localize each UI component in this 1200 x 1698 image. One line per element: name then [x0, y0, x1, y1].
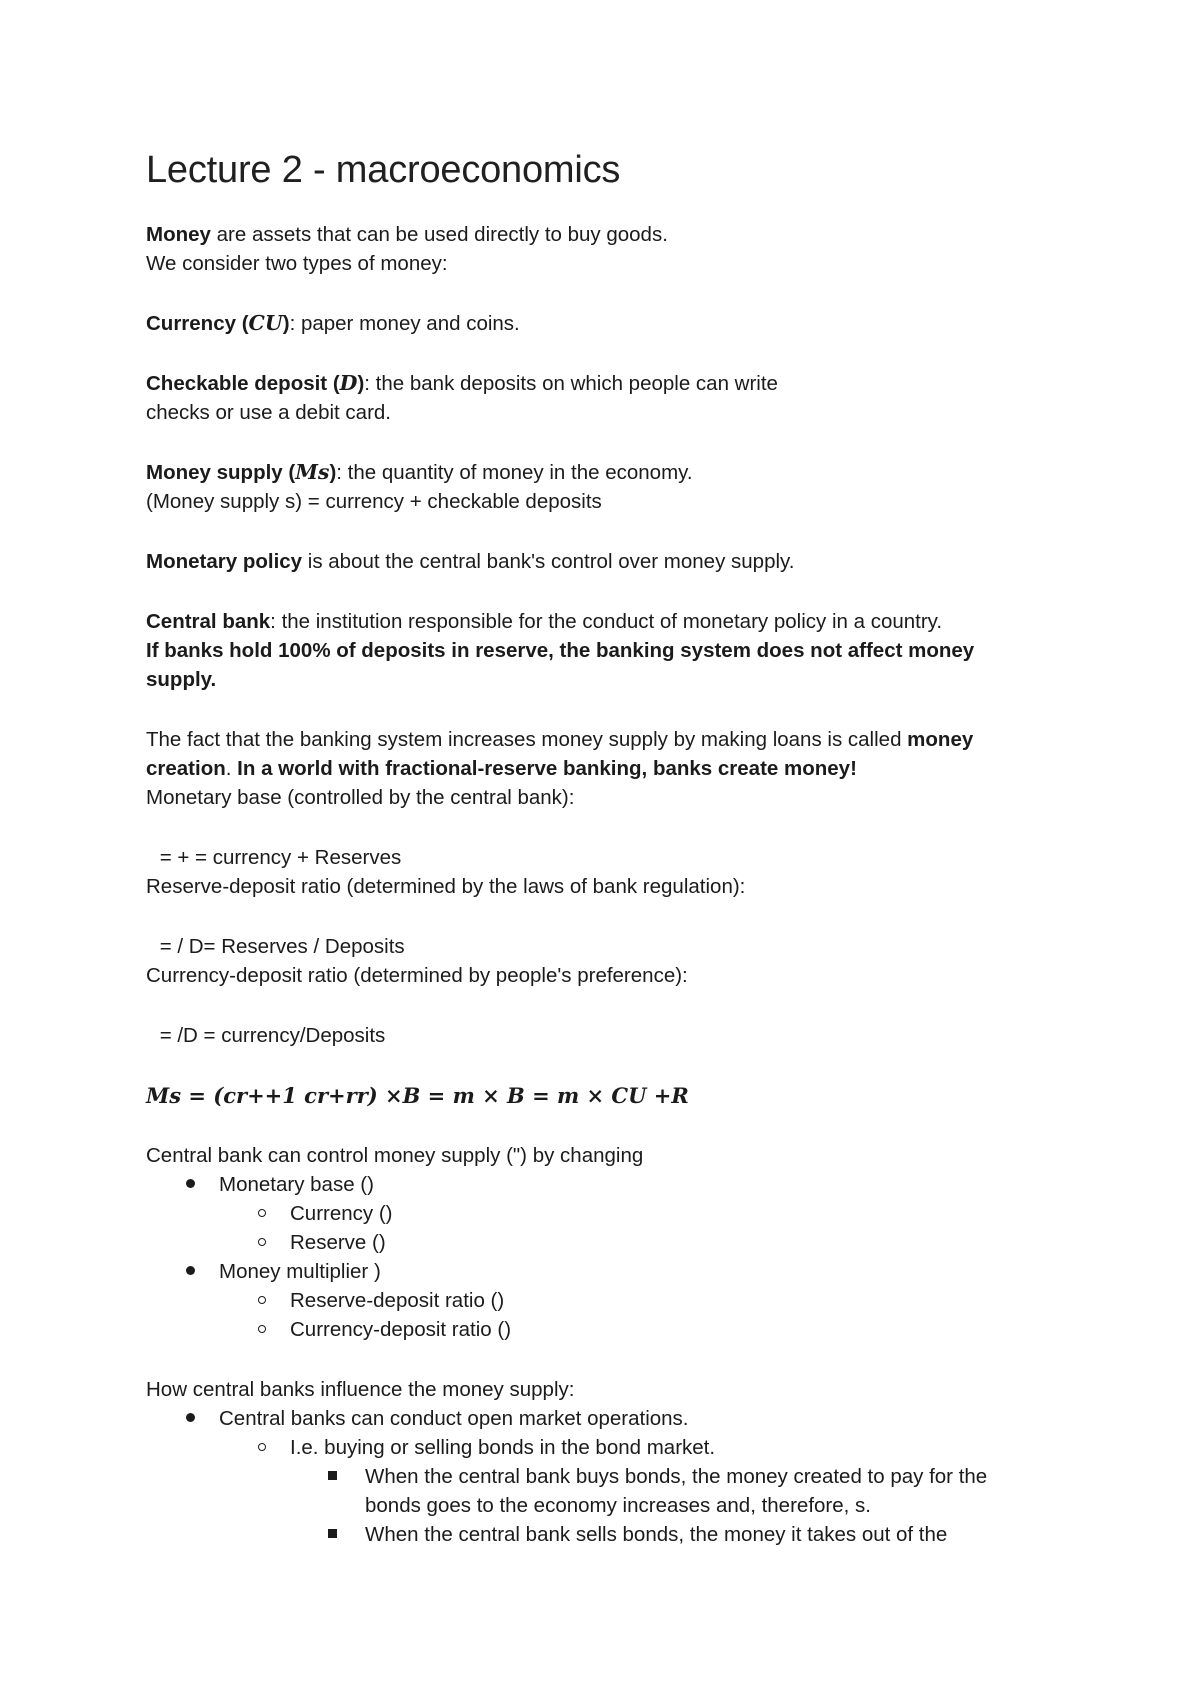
reserve-ratio-equation-text: = / D= Reserves / Deposits: [154, 935, 405, 958]
circle-bullet-icon: [258, 1209, 266, 1217]
influence-subitem-ie-label: I.e. buying or selling bonds in the bond market.: [290, 1436, 716, 1459]
checkable-definition-cont: checks or use a debit card.: [146, 401, 391, 424]
influence-item-omo: [186, 1404, 689, 1433]
reserve-ratio-label: Reserve-deposit ratio (determined by the laws of bank regulation):: [146, 875, 746, 898]
square-bullet-icon: [328, 1471, 337, 1480]
control-item-multiplier-label: Money multiplier ): [219, 1260, 381, 1283]
currency-ratio-equation-text: = /D = currency/Deposits: [154, 1024, 386, 1047]
term-money: Money: [146, 223, 211, 246]
bullet-icon: [186, 1266, 195, 1275]
term-money-creation-b: creation: [146, 757, 226, 780]
control-subitem-cr-label: Currency-deposit ratio (): [290, 1318, 512, 1341]
money-creation-line2: [146, 754, 857, 783]
control-subitem-currency: [258, 1199, 393, 1228]
control-item-multiplier: [186, 1257, 381, 1286]
control-item-base: [186, 1170, 374, 1199]
bullet-icon: [186, 1413, 195, 1422]
monetary-base-label: Monetary base (controlled by the central bank):: [146, 786, 575, 809]
term-currency: Currency (: [146, 312, 249, 335]
money-creation-text: The fact that the banking system increases money supply by making loans is called: [146, 728, 908, 751]
money-supply-close: ): [329, 461, 337, 484]
money-supply-definition: [146, 458, 693, 487]
circle-bullet-icon: [258, 1238, 266, 1246]
circle-bullet-icon: [258, 1296, 266, 1304]
term-monetary-policy: Monetary policy: [146, 550, 303, 573]
circle-bullet-icon: [258, 1443, 266, 1451]
bullet-icon: [186, 1179, 195, 1188]
circle-bullet-icon: [258, 1325, 266, 1333]
control-item-base-label: Monetary base (): [219, 1173, 374, 1196]
checkable-definition-text: : the bank deposits on which people can write: [364, 372, 778, 395]
central-bank-definition: [146, 607, 942, 636]
influence-buy-line1: When the central bank buys bonds, the money created to pay for the: [365, 1465, 988, 1488]
currency-definition-text: : paper money and coins.: [289, 312, 520, 335]
term-checkable-deposit: Checkable deposit (: [146, 372, 340, 395]
two-types-line: We consider two types of money:: [146, 252, 448, 275]
control-subitem-reserve: [258, 1228, 386, 1257]
control-subitem-rr-label: Reserve-deposit ratio (): [290, 1289, 505, 1312]
central-bank-text: : the institution responsible for the conduct of monetary policy in a country.: [270, 610, 943, 633]
influence-sell-line1: When the central bank sells bonds, the money it takes out of the: [365, 1523, 948, 1546]
control-subitem-reserve-label: Reserve (): [290, 1231, 386, 1254]
control-subitem-currency-label: Currency (): [290, 1202, 393, 1225]
money-supply-definition-text: : the quantity of money in the economy.: [336, 461, 693, 484]
currency-definition: [146, 309, 520, 338]
control-intro: Central bank can control money supply (") by changing: [146, 1144, 644, 1167]
money-supply-equation: (Money supply s) = currency + checkable deposits: [146, 490, 602, 513]
influence-subitem-ie: [258, 1433, 715, 1462]
term-money-supply: Money supply (: [146, 461, 296, 484]
checkable-close: ): [357, 372, 365, 395]
influence-intro: How central banks influence the money supply:: [146, 1378, 575, 1401]
page-title: Lecture 2 - macroeconomics: [146, 149, 621, 191]
money-supply-symbol: Ms: [295, 460, 330, 484]
control-subitem-cr: [258, 1315, 511, 1344]
monetary-base-equation-text: = + = currency + Reserves: [154, 846, 402, 869]
reserve-statement-line2: supply.: [146, 668, 217, 691]
fractional-reserve-statement: In a world with fractional-reserve banking, banks create money!: [237, 757, 857, 780]
term-central-bank: Central bank: [146, 610, 271, 633]
currency-symbol: CU: [248, 311, 283, 335]
monetary-policy-text: is about the central bank's control over money supply.: [302, 550, 795, 573]
influence-item-omo-label: Central banks can conduct open market operations.: [219, 1407, 689, 1430]
money-definition: [146, 220, 668, 249]
money-creation-sep: .: [225, 757, 238, 780]
checkable-definition: [146, 369, 778, 398]
influence-buy-line2: bonds goes to the economy increases and, therefore, s.: [365, 1494, 871, 1517]
reserve-statement-line1: If banks hold 100% of deposits in reserve, the banking system does not affect money: [146, 639, 975, 662]
monetary-base-equation: [146, 843, 401, 872]
money-creation-line1: [146, 725, 973, 754]
influence-subsubitem-buy: [328, 1462, 987, 1491]
reserve-ratio-equation: [146, 932, 405, 961]
monetary-policy-definition: [146, 547, 794, 576]
money-multiplier-equation: Ms = (cr++1 cr+rr) ×B = m × B = m × CU +R: [146, 1083, 689, 1108]
money-definition-text: are assets that can be used directly to buy goods.: [210, 223, 668, 246]
currency-close: ): [282, 312, 290, 335]
currency-ratio-label: Currency-deposit ratio (determined by people's preference):: [146, 964, 688, 987]
square-bullet-icon: [328, 1529, 337, 1538]
influence-subsubitem-sell: [328, 1520, 947, 1549]
term-money-creation-a: money: [907, 728, 974, 751]
control-subitem-rr: [258, 1286, 504, 1315]
currency-ratio-equation: [146, 1021, 385, 1050]
deposit-symbol: D: [339, 371, 358, 395]
